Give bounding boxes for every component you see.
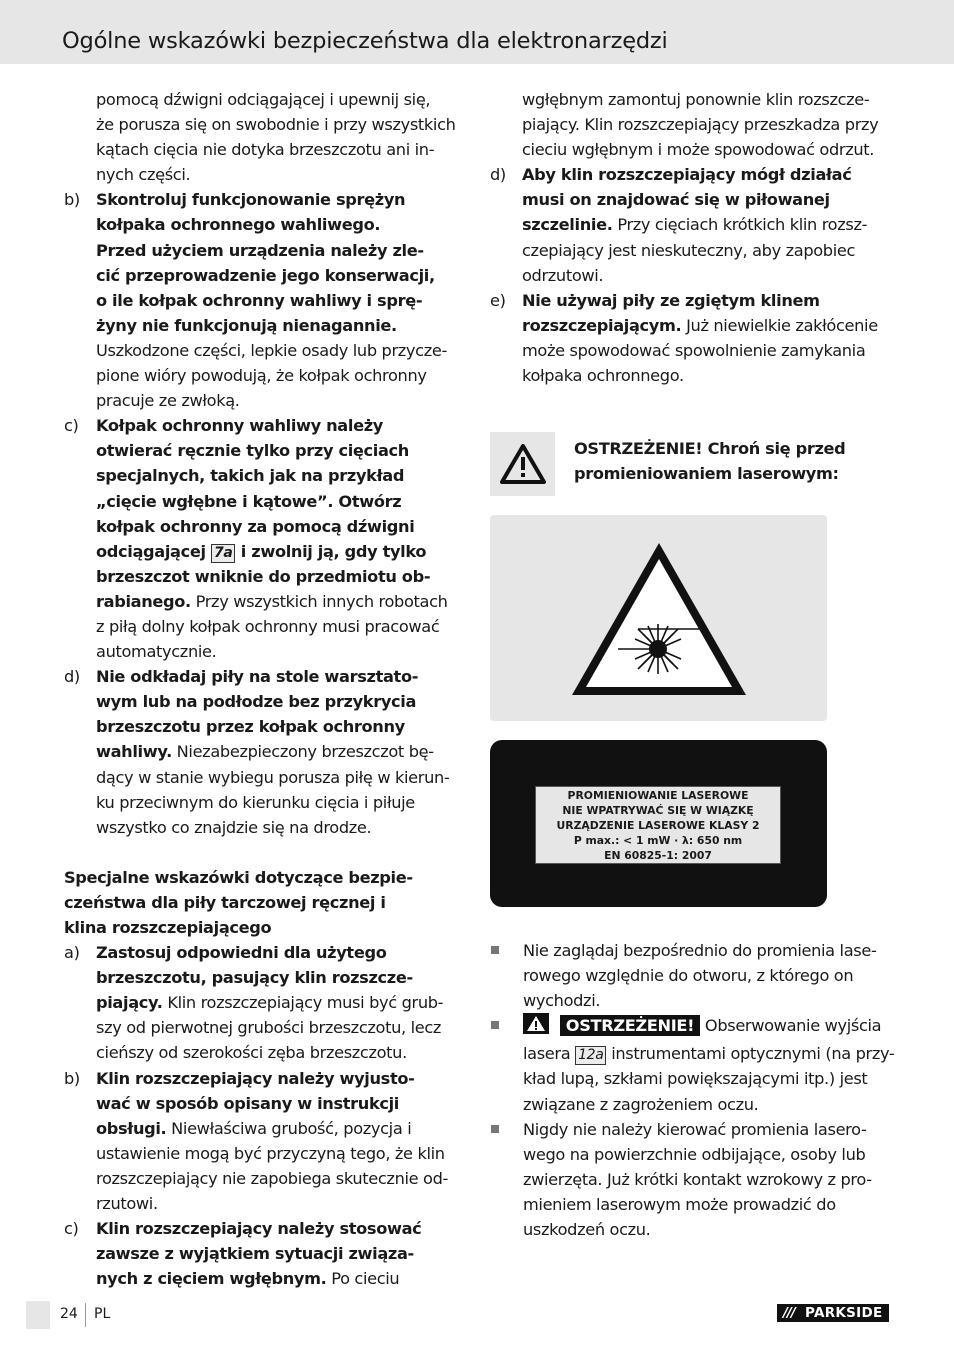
- warning-triangle-icon: [500, 444, 546, 484]
- list-item-d: d) Aby klin rozszczepiający mógł działać musi on znajdować się w piłowanej szczelinie. Przy cięciach krótkich klin rozsz- czepiający jest nieskuteczny, aby zapobiec odrzutowi.: [490, 162, 890, 287]
- warning-icon-box: [490, 432, 555, 496]
- bullet-icon: [491, 946, 499, 954]
- list-item-a: a) Zastosuj odpowiedni dla użytego brzeszczotu, pasujący klin rozszcze- piający. Klin rozszczepiający musi być grub- szy od pierwotnej grubości brzeszczotu, lecz cieńszy od szerokości zęba brzeszczotu.: [64, 940, 464, 1065]
- brand-name: PARKSIDE: [805, 1305, 883, 1321]
- page-title: Ogólne wskazówki bezpieczeństwa dla elektronarzędzi: [62, 28, 668, 54]
- item-letter: d): [64, 667, 80, 687]
- left-column: [64, 87, 464, 1291]
- figure-reference: 12a: [575, 1046, 606, 1065]
- list-item-b: b) Skontroluj funkcjonowanie sprężyn kołpaka ochronnego wahliwego. Przed użyciem urządzenia należy zle- cić przeprowadzenie jego konserwacji, o ile kołpak ochronny wahliwy i sprę- żyny nie funkcjonują nienagannie. Uszkodzone części, lepkie osady lub przycze- pione wióry powodują, że kołpak ochronny pracuje ze zwłoką.: [64, 187, 464, 413]
- item-letter: d): [490, 165, 506, 185]
- right-column: [490, 87, 890, 498]
- warning-badge: OSTRZEŻENIE!: [560, 1015, 700, 1036]
- paragraph-continuation: wgłębnym zamontuj ponownie klin rozszcze- piający. Klin rozszczepiający przeszkadza przy cieciu wgłębnym i może spowodować odrzut.: [522, 90, 879, 160]
- item-letter: e): [490, 290, 506, 310]
- footer-marker: [26, 1301, 50, 1329]
- figure-reference: 7a: [211, 544, 236, 563]
- laser-warning-label: [490, 740, 827, 907]
- list-item: OSTRZEŻENIE! Obserwowanie wyjścia lasera 12a instrumentami optycznymi (na przy- kład lupą, szkłami powiększającymi itp.) jest związane z zagrożeniem oczu.: [490, 1013, 895, 1116]
- bullet-icon: [491, 1125, 499, 1133]
- list-item-e: e) Nie używaj piły ze zgiętym klinem rozszczepiającym. Już niewielkie zakłócenie może spowodować spowolnienie zamykania kołpaka ochronnego.: [490, 288, 890, 388]
- list-item-c2: c) Klin rozszczepiający należy stosować zawsze z wyjątkiem sytuacji związa- nych z cięciem wgłębnym. Po cieciu: [64, 1216, 464, 1291]
- warning-text: OSTRZEŻENIE! Chroń się przed promieniowaniem laserowym:: [574, 439, 846, 484]
- page-number: 24: [60, 1306, 78, 1322]
- brand-logo: [777, 1304, 889, 1322]
- list-item: Nie zaglądaj bezpośrednio do promienia lase- rowego względnie do otworu, z którego on wychodzi.: [490, 938, 895, 1013]
- language-code: PL: [94, 1306, 111, 1322]
- footer-divider: [85, 1303, 86, 1327]
- bullet-list: [490, 938, 895, 1242]
- list-item-c: c) Kołpak ochronny wahliwy należy otwierać ręcznie tylko przy cięciach specjalnych, takich jak na przykład „cięcie wgłębne i kątowe”. Otwórz kołpak ochronny za pomocą dźwigni odciągającej 7a i zwolnij ją, gdy tylko brzeszczot wniknie do przedmiotu ob- rabianego. Przy wszystkich innych robotach z piłą dolny kołpak ochronny musi pracować automatycznie.: [64, 413, 464, 664]
- laser-symbol-panel: [490, 515, 827, 721]
- item-letter: c): [64, 1219, 79, 1239]
- item-letter: b): [64, 1068, 80, 1088]
- section-heading: Specjalne wskazówki dotyczące bezpie- czeństwa dla piły tarczowej ręcznej i klina rozszczepiającego: [64, 867, 413, 937]
- item-letter: a): [64, 943, 80, 963]
- list-item-d: d) Nie odkładaj piły na stole warsztato- wym lub na podłodze bez przykrycia brzeszczotu przez kołpak ochronny wahliwy. Niezabezpieczony brzeszczot bę- dący w stanie wybiegu porusza piłę w kierun- ku przeciwnym do kierunku cięcia i piłuje wszystko co znajdzie się na drodze.: [64, 664, 464, 840]
- list-item-b2: b) Klin rozszczepiający należy wyjusto- wać w sposób opisany w instrukcji obsługi. Niewłaściwa grubość, pozycja i ustawienie mogą być przyczyną tego, że klin rozszczepiający nie zapobiega skutecznie od- rzutowi.: [64, 1066, 464, 1217]
- laser-warning: [490, 432, 890, 498]
- item-letter: b): [64, 190, 80, 210]
- warning-badge-icon: [523, 1013, 549, 1041]
- list-item: Nigdy nie należy kierować promienia lasero- wego na powierzchnie odbijające, osoby lub zwierzęta. Już krótki kontakt wzrokowy z pro- mieniem laserowym może prowadzić do uszkodzeń oczu.: [490, 1117, 895, 1242]
- laser-hazard-icon: [568, 539, 750, 699]
- item-letter: c): [64, 416, 79, 436]
- bullet-icon: [491, 1021, 499, 1029]
- laser-label-text: PROMIENIOWANIE LASEROWE NIE WPATRYWAĆ SIĘ W WIĄZKĘ URZĄDZENIE LASEROWE KLASY 2 P max.: < 1 mW · λ: 650 nm EN 60825-1: 2007: [535, 786, 781, 864]
- page-header: [0, 0, 954, 64]
- paragraph-continuation: pomocą dźwigni odciągającej i upewnij się, że porusza się on swobodnie i przy wszystkich kątach cięcia nie dotyka brzeszczotu ani in- nych części.: [96, 90, 456, 185]
- brand-mark: ///: [783, 1305, 795, 1321]
